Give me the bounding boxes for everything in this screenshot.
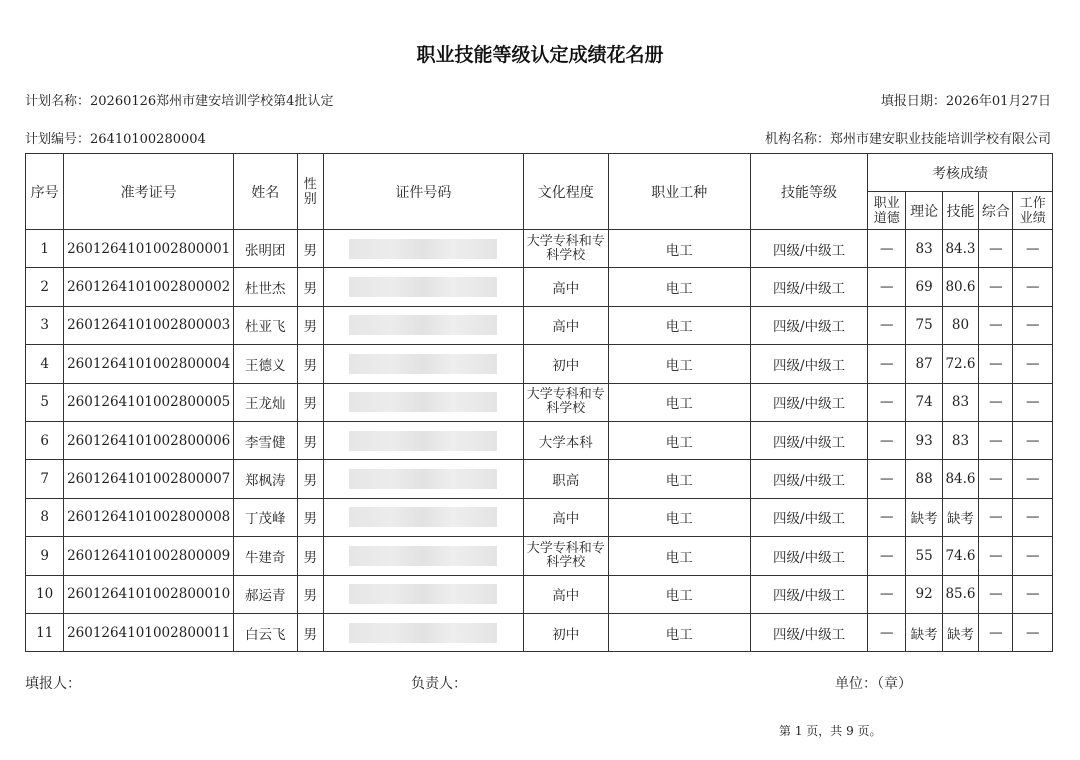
table-row [26,460,1053,498]
cell-education: 大学专科和专科学校 [523,230,608,268]
cell-education: 大学专科和专科学校 [523,383,608,421]
header-job: 职业工种 [608,154,750,230]
page-title: 职业技能等级认定成绩花名册 [416,44,664,66]
cell-gender: 男 [297,460,323,498]
cell-theory: 83 [906,230,942,268]
cell-theory: 74 [906,383,942,421]
cell-level: 四级/中级工 [750,383,867,421]
redacted-id-number [323,460,523,498]
cell-general: — [979,421,1013,459]
cell-education: 高中 [523,575,608,613]
cell-work: — [1013,498,1053,536]
cell-exam-no: 2601264101002800001 [64,230,234,268]
cell-gender: 男 [297,537,323,575]
redacted-id-number [323,345,523,383]
cell-exam-no: 2601264101002800008 [64,498,234,536]
header-general: 综合 [979,192,1013,230]
header-theory: 理论 [906,192,942,230]
redacted-id-number [323,421,523,459]
table-row [26,575,1053,613]
cell-education: 高中 [523,306,608,344]
cell-work: — [1013,421,1053,459]
cell-ethics: — [868,268,906,306]
cell-skill: 80.6 [942,268,978,306]
redaction-mask [349,546,497,566]
header-education: 文化程度 [523,154,608,230]
cell-gender: 男 [297,498,323,536]
table-row [26,613,1053,651]
cell-ethics: — [868,498,906,536]
redaction-mask [349,623,497,643]
cell-gender: 男 [297,421,323,459]
cell-ethics: — [868,230,906,268]
cell-general: — [979,613,1013,651]
cell-job: 电工 [608,345,750,383]
cell-skill: 74.6 [942,537,978,575]
cell-skill: 84.3 [942,230,978,268]
fill-date: 填报日期：2026年01月27日 [880,94,1051,109]
cell-name: 李雪健 [234,421,298,459]
cell-education: 大学本科 [523,421,608,459]
cell-level: 四级/中级工 [750,230,867,268]
cell-job: 电工 [608,537,750,575]
cell-work: — [1013,268,1053,306]
cell-theory: 缺考 [906,613,942,651]
cell-level: 四级/中级工 [750,345,867,383]
cell-skill: 85.6 [942,575,978,613]
cell-gender: 男 [297,613,323,651]
table-row [26,268,1053,306]
cell-exam-no: 2601264101002800010 [64,575,234,613]
cell-work: — [1013,460,1053,498]
cell-education: 职高 [523,460,608,498]
cell-work: — [1013,306,1053,344]
cell-education: 高中 [523,498,608,536]
cell-level: 四级/中级工 [750,268,867,306]
cell-name: 郑枫涛 [234,460,298,498]
header-scores: 考核成绩 [868,154,1053,192]
filler-label: 填报人： [25,676,81,692]
cell-level: 四级/中级工 [750,306,867,344]
cell-ethics: — [868,575,906,613]
cell-ethics: — [868,383,906,421]
cell-general: — [979,345,1013,383]
cell-ethics: — [868,345,906,383]
score-roster-table [25,153,1053,652]
cell-skill: 84.6 [942,460,978,498]
cell-name: 王龙灿 [234,383,298,421]
cell-level: 四级/中级工 [750,613,867,651]
header-seq: 序号 [26,154,64,230]
unit-label: 单位：（章） [835,676,912,692]
table-row [26,537,1053,575]
cell-ethics: — [868,537,906,575]
cell-level: 四级/中级工 [750,498,867,536]
redaction-mask [349,277,497,297]
cell-exam-no: 2601264101002800011 [64,613,234,651]
cell-work: — [1013,537,1053,575]
cell-ethics: — [868,421,906,459]
cell-job: 电工 [608,421,750,459]
cell-skill: 缺考 [942,613,978,651]
cell-general: — [979,230,1013,268]
redaction-mask [349,507,497,527]
cell-job: 电工 [608,575,750,613]
cell-education: 高中 [523,268,608,306]
cell-exam-no: 2601264101002800003 [64,306,234,344]
cell-theory: 93 [906,421,942,459]
cell-work: — [1013,230,1053,268]
cell-gender: 男 [297,575,323,613]
cell-name: 杜亚飞 [234,306,298,344]
cell-level: 四级/中级工 [750,575,867,613]
redacted-id-number [323,383,523,421]
cell-ethics: — [868,460,906,498]
header-name: 姓名 [234,154,298,230]
header-exam-no: 准考证号 [64,154,234,230]
cell-seq: 8 [26,498,64,536]
cell-level: 四级/中级工 [750,421,867,459]
redacted-id-number [323,268,523,306]
header-level: 技能等级 [750,154,867,230]
cell-seq: 11 [26,613,64,651]
redaction-mask [349,354,497,374]
redaction-mask [349,431,497,451]
cell-ethics: — [868,613,906,651]
cell-education: 初中 [523,345,608,383]
cell-seq: 7 [26,460,64,498]
cell-seq: 5 [26,383,64,421]
cell-gender: 男 [297,230,323,268]
cell-ethics: — [868,306,906,344]
cell-education: 初中 [523,613,608,651]
cell-theory: 92 [906,575,942,613]
redaction-mask [349,469,497,489]
table-row [26,383,1053,421]
cell-education: 大学专科和专科学校 [523,537,608,575]
cell-seq: 6 [26,421,64,459]
cell-job: 电工 [608,460,750,498]
header-gender: 性别 [297,154,323,230]
cell-exam-no: 2601264101002800006 [64,421,234,459]
cell-work: — [1013,613,1053,651]
redaction-mask [349,315,497,335]
header-ethics: 职业道德 [868,192,906,230]
cell-level: 四级/中级工 [750,460,867,498]
cell-job: 电工 [608,268,750,306]
cell-theory: 88 [906,460,942,498]
cell-exam-no: 2601264101002800007 [64,460,234,498]
redacted-id-number [323,575,523,613]
cell-seq: 3 [26,306,64,344]
cell-gender: 男 [297,345,323,383]
header-id-no: 证件号码 [323,154,523,230]
cell-seq: 2 [26,268,64,306]
cell-exam-no: 2601264101002800009 [64,537,234,575]
table-row [26,306,1053,344]
cell-seq: 1 [26,230,64,268]
cell-level: 四级/中级工 [750,537,867,575]
cell-general: — [979,383,1013,421]
cell-exam-no: 2601264101002800002 [64,268,234,306]
cell-theory: 缺考 [906,498,942,536]
table-row [26,421,1053,459]
cell-theory: 69 [906,268,942,306]
cell-gender: 男 [297,383,323,421]
cell-exam-no: 2601264101002800005 [64,383,234,421]
plan-name: 计划名称：20260126郑州市建安培训学校第4批认定 [25,94,334,109]
cell-theory: 75 [906,306,942,344]
cell-name: 张明团 [234,230,298,268]
responsible-label: 负责人： [411,676,467,692]
redacted-id-number [323,537,523,575]
cell-job: 电工 [608,383,750,421]
cell-work: — [1013,345,1053,383]
cell-name: 杜世杰 [234,268,298,306]
cell-skill: 72.6 [942,345,978,383]
org-name: 机构名称：郑州市建安职业技能培训学校有限公司 [764,132,1051,147]
cell-theory: 87 [906,345,942,383]
header-row [26,154,1053,192]
cell-name: 王德义 [234,345,298,383]
cell-general: — [979,306,1013,344]
cell-seq: 9 [26,537,64,575]
redacted-id-number [323,306,523,344]
cell-name: 白云飞 [234,613,298,651]
redacted-id-number [323,230,523,268]
page-indicator: 第 1 页，共 9 页。 [779,724,882,738]
cell-gender: 男 [297,306,323,344]
table-row [26,498,1053,536]
cell-skill: 83 [942,383,978,421]
cell-theory: 55 [906,537,942,575]
cell-job: 电工 [608,230,750,268]
redaction-mask [349,584,497,604]
cell-exam-no: 2601264101002800004 [64,345,234,383]
redaction-mask [349,239,497,259]
cell-general: — [979,268,1013,306]
cell-name: 牛建奇 [234,537,298,575]
cell-seq: 10 [26,575,64,613]
cell-name: 郝运青 [234,575,298,613]
cell-general: — [979,498,1013,536]
cell-work: — [1013,575,1053,613]
cell-gender: 男 [297,268,323,306]
redacted-id-number [323,498,523,536]
cell-seq: 4 [26,345,64,383]
cell-general: — [979,537,1013,575]
redacted-id-number [323,613,523,651]
cell-skill: 83 [942,421,978,459]
cell-job: 电工 [608,306,750,344]
table-row [26,230,1053,268]
plan-number: 计划编号：26410100280004 [25,132,206,147]
table-row [26,345,1053,383]
header-skill: 技能 [942,192,978,230]
cell-job: 电工 [608,613,750,651]
cell-job: 电工 [608,498,750,536]
redaction-mask [349,392,497,412]
cell-skill: 缺考 [942,498,978,536]
cell-general: — [979,460,1013,498]
cell-work: — [1013,383,1053,421]
cell-general: — [979,575,1013,613]
header-work: 工作业绩 [1013,192,1053,230]
cell-name: 丁茂峰 [234,498,298,536]
cell-skill: 80 [942,306,978,344]
